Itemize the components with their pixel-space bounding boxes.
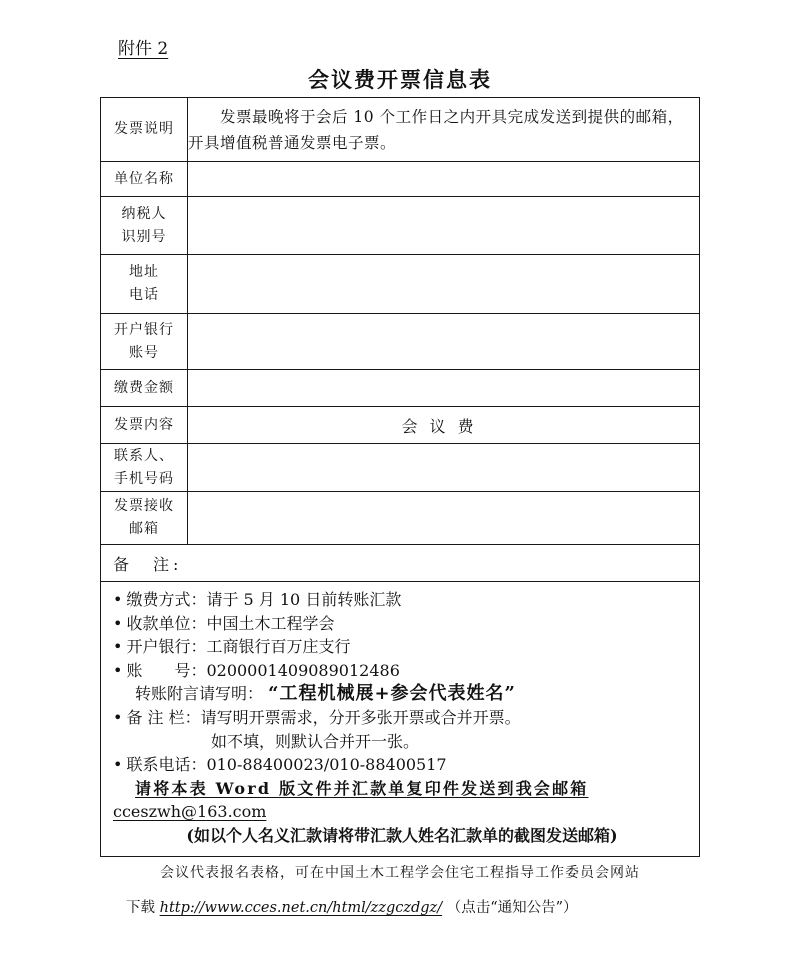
company-name-label: 单位名称 bbox=[101, 162, 188, 197]
footer-line1: 会议代表报名表格，可在中国土木工程学会住宅工程指导工作委员会网站 bbox=[160, 865, 640, 881]
contact-field[interactable] bbox=[188, 444, 700, 492]
row-taxpayer-id bbox=[101, 197, 700, 255]
note-memo-value: “工程机械展+参会代表姓名” bbox=[268, 683, 516, 705]
row-invoice-content bbox=[101, 407, 700, 444]
row-address-phone bbox=[101, 255, 700, 314]
row-notes bbox=[101, 582, 700, 857]
row-email bbox=[101, 492, 700, 545]
note-payee bbox=[113, 612, 691, 636]
bullet-icon: • bbox=[113, 590, 123, 609]
bullet-icon: • bbox=[113, 613, 123, 633]
invoice-content-value: 会议费 bbox=[188, 407, 700, 444]
note-send-instruction bbox=[113, 777, 691, 801]
note-send-email bbox=[113, 800, 691, 824]
bullet-icon: • bbox=[113, 707, 123, 727]
row-bank-account bbox=[101, 314, 700, 370]
remarks-label: 备 注: bbox=[101, 545, 700, 582]
invoice-desc-value: 发票最晚将于会后 10 个工作日之内开具完成发送到提供的邮箱，开具增值税普通发票电子票。 bbox=[188, 98, 700, 162]
bullet-icon: • bbox=[113, 755, 123, 775]
email-field[interactable] bbox=[188, 492, 700, 545]
invoice-desc-label: 发票说明 bbox=[101, 98, 188, 162]
row-company-name bbox=[101, 162, 700, 197]
bank-account-label bbox=[101, 314, 188, 370]
note-remark-field-text: 备 注 栏：请写明开票需求，分开多张开票或合并开票。 bbox=[126, 707, 521, 727]
notes-block bbox=[101, 582, 700, 857]
note-memo-prefix: 转账附言请写明： bbox=[135, 684, 264, 704]
address-phone-label bbox=[101, 255, 188, 314]
note-memo bbox=[113, 682, 691, 706]
bank-account-label-line2: 账号 bbox=[129, 344, 159, 361]
row-invoice-desc bbox=[101, 98, 700, 162]
bank-account-label-line1: 开户银行 bbox=[114, 321, 174, 338]
row-remarks bbox=[101, 545, 700, 582]
taxpayer-id-field[interactable] bbox=[188, 197, 700, 255]
note-remark-field bbox=[113, 706, 691, 730]
footer-line2 bbox=[126, 896, 578, 917]
amount-field[interactable] bbox=[188, 370, 700, 407]
row-contact bbox=[101, 444, 700, 492]
note-account bbox=[113, 659, 691, 683]
note-bank bbox=[113, 635, 691, 659]
note-personal: (如以个人名义汇款请将带汇款人姓名汇款单的截图发送邮箱) bbox=[186, 825, 618, 845]
note-send-email-text: cceszwh@163.com bbox=[113, 802, 267, 822]
address-phone-field[interactable] bbox=[188, 255, 700, 314]
company-name-field[interactable] bbox=[188, 162, 700, 197]
footer-url-link[interactable]: http://www.cces.net.cn/html/zzgczdgz/ bbox=[159, 900, 443, 916]
bank-account-field[interactable] bbox=[188, 314, 700, 370]
taxpayer-id-label bbox=[101, 197, 188, 255]
note-phone-text: 联系电话：010-88400023/010-88400517 bbox=[126, 755, 447, 775]
email-label-line2: 邮箱 bbox=[129, 521, 159, 537]
note-payee-text: 收款单位：中国土木工程学会 bbox=[126, 613, 335, 633]
note-remark-default: 如不填，则默认合并开一张。 bbox=[211, 731, 420, 751]
attachment-label: 附件 2 bbox=[118, 39, 169, 59]
amount-label: 缴费金额 bbox=[101, 370, 188, 407]
note-send-instruction-text: 请将本表 Word 版文件并汇款单复印件发送到我会邮箱 bbox=[135, 778, 589, 798]
address-phone-label-line2: 电话 bbox=[129, 287, 159, 303]
contact-label-line1: 联系人、 bbox=[114, 447, 174, 464]
note-payment-method bbox=[113, 588, 691, 612]
footer-download-prefix: 下载 bbox=[126, 900, 155, 916]
invoice-content-label: 发票内容 bbox=[101, 407, 188, 444]
taxpayer-id-label-line2: 识别号 bbox=[121, 228, 167, 245]
email-label bbox=[101, 492, 188, 545]
note-payment-method-text: 缴费方式：请于 5 月 10 日前转账汇款 bbox=[126, 590, 402, 609]
contact-label-line2: 手机号码 bbox=[114, 470, 174, 487]
bullet-icon: • bbox=[113, 660, 123, 680]
address-phone-label-line1: 地址 bbox=[129, 264, 159, 280]
note-account-number: 0200001409089012486 bbox=[206, 660, 400, 680]
email-label-line1: 发票接收 bbox=[114, 498, 174, 514]
invoice-info-table bbox=[100, 97, 700, 857]
note-bank-text: 开户银行：工商银行百万庄支行 bbox=[126, 637, 351, 657]
footer-suffix: （点击“通知公告”） bbox=[446, 900, 578, 916]
contact-label bbox=[101, 444, 188, 492]
bullet-icon: • bbox=[113, 637, 123, 657]
note-account-label: 账 号： bbox=[126, 660, 207, 680]
row-amount bbox=[101, 370, 700, 407]
taxpayer-id-label-line1: 纳税人 bbox=[121, 205, 167, 222]
note-phone bbox=[113, 753, 691, 777]
document-title: 会议费开票信息表 bbox=[308, 67, 492, 92]
